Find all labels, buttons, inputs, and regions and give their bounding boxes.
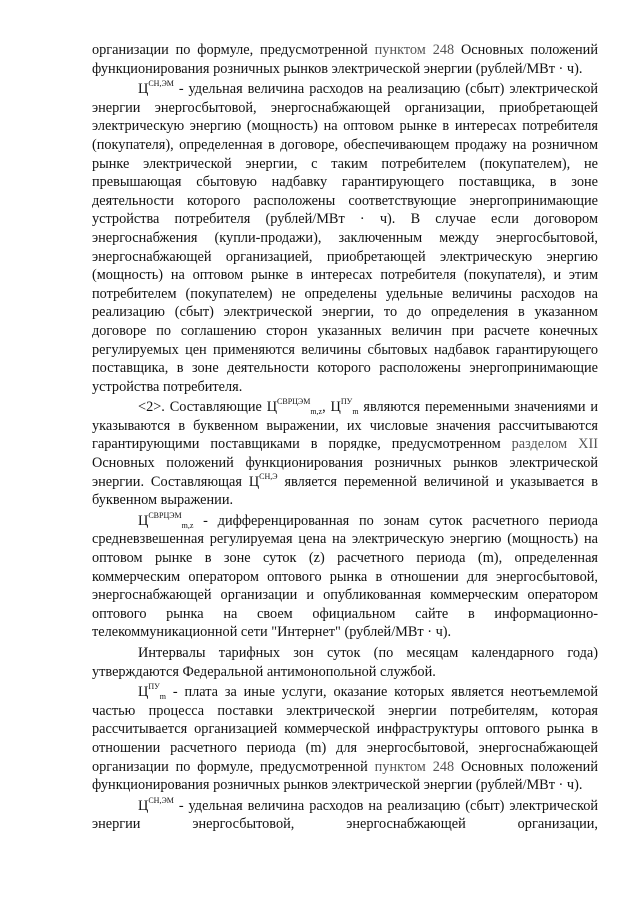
symbol-superscript: СВРЦЭМ — [277, 397, 311, 407]
symbol-superscript: СВРЦЭМ — [148, 510, 182, 520]
symbol-letter: Ц — [138, 797, 149, 814]
text: - дифференцированная по зонам суток расчетного периода средневзвешенная регулируемая цена на электрическую энергию (мощность) на оптовом рынке в зоне суток (z) расчетного периода (m), определенная коммерческим оператором оптового рынка в отношении для энергосбытовой, энергоснабжающей организации и опубликованная коммерческим оператором оптового рынка на своем официальном сайте в информационно-телекоммуникационной сети "Интернет" (рублей/МВт · ч). — [92, 512, 598, 641]
symbol-letter: Ц — [330, 399, 341, 416]
text: является переменной величиной и указывается в буквенном выражении. — [92, 473, 598, 509]
paragraph-sn-em-definition — [92, 80, 598, 396]
text: Основных положений функционирования розничных рынков электрической энергии. Составляющая — [92, 455, 598, 490]
symbol-superscript: ПУ — [340, 397, 353, 407]
paragraph-tariff-zones — [92, 644, 598, 681]
symbol-c-sn-em — [138, 81, 174, 97]
link-punkt-248[interactable]: пунктом 248 — [374, 758, 455, 775]
symbol-letter: Ц — [138, 81, 149, 98]
symbol-c-sn-e — [248, 471, 278, 490]
paragraph-pu-definition — [92, 683, 598, 795]
symbol-c-pu — [138, 684, 166, 700]
symbol-letter: Ц — [266, 399, 278, 416]
symbol-subscript: m,z — [181, 520, 194, 530]
symbol-superscript: СН,ЭМ — [148, 79, 174, 89]
text: , — [322, 399, 331, 416]
paragraph-sn-em-definition-repeat — [92, 797, 598, 834]
text: Основных положений функционирования розничных рынков электрической энергии (рублей/МВт · ч). — [92, 42, 598, 77]
symbol-superscript: СН,ЭМ — [148, 795, 174, 805]
symbol-subscript: m,z — [310, 407, 323, 417]
symbol-letter: Ц — [138, 684, 149, 701]
paragraph-continuation — [92, 41, 598, 78]
symbol-superscript: СН,Э — [259, 471, 278, 481]
symbol-c-svrcem — [267, 399, 322, 415]
text: - удельная величина расходов на реализацию (сбыт) электрической энергии энергосбытовой, энергоснабжающей организации, — [92, 797, 598, 833]
text: - удельная величина расходов на реализацию (сбыт) электрической энергии энергосбытовой, энергоснабжающей организации, приобретающей электрическую энергию (мощность) на оптовом рынке в интересах потребителя (покупателя), определенная в договоре, обеспечивающем продажу на розничном рынке электрической энергии, с таким потребителем (покупателем), не превышающая сбытовую надбавку гарантирующего поставщика, в зоне деятельности которого расположены соответствующие энергопринимающие устройства потребителя (рублей/МВт · ч). В случае если договором энергоснабжения (купли-продажи), заключенным между энергосбытовой, энергоснабжающей организацией, приобретающей электрическую энергию (мощность) на оптовом рынке в интересах потребителя (покупателя), и этим потребителем (покупателем) не определены удельные величины расходов на реализацию (сбыт) электрической энергии, то до определения в указанном договоре по соглашению сторон указанных величин при расчете конечных регулируемых цен применяются величины сбытовых надбавок гарантирующего поставщика, в зоне деятельности которого расположены энергопринимающие устройства потребителя. — [92, 81, 598, 395]
symbol-letter: Ц — [248, 473, 260, 490]
symbol-superscript: ПУ — [148, 682, 160, 692]
symbol-subscript: m — [352, 407, 359, 417]
symbol-c-pu — [331, 399, 359, 415]
symbol-subscript: m — [159, 692, 167, 702]
symbol-c-sn-em — [138, 795, 174, 814]
text: - плата за иные услуги, оказание которых является неотъемлемой частью процесса поставки электрической энергии потребителям, которая рассчитывается организацией коммерческой инфраструктуры оптового рынка в отношении расчетного периода (m) для энергосбытовой, энергоснабжающей организации по формуле, предусмотренной — [92, 684, 598, 775]
text: организации по формуле, предусмотренной — [92, 42, 375, 58]
symbol-letter: Ц — [138, 512, 149, 529]
symbol-c-svrcem — [138, 510, 194, 530]
document-body — [92, 41, 598, 834]
text: Основных положений функционирования розничных рынков электрической энергии (рублей/МВт · ч). — [92, 758, 598, 794]
text: являются переменными значениями и указываются в буквенном выражении, их числовые значения рассчитываются гарантирующими поставщиками в порядке, предусмотренном — [92, 399, 598, 453]
link-punkt-248[interactable]: пунктом 248 — [374, 42, 455, 58]
link-razdel-xii[interactable]: разделом XII — [511, 436, 598, 453]
text: <2>. Составляющие — [138, 399, 267, 416]
paragraph-svrcem-definition — [92, 512, 598, 642]
text: Интервалы тарифных зон суток (по месяцам календарного года) утверждаются Федеральной антимонопольной службой. — [92, 645, 598, 680]
paragraph-footnote-2 — [92, 398, 598, 510]
